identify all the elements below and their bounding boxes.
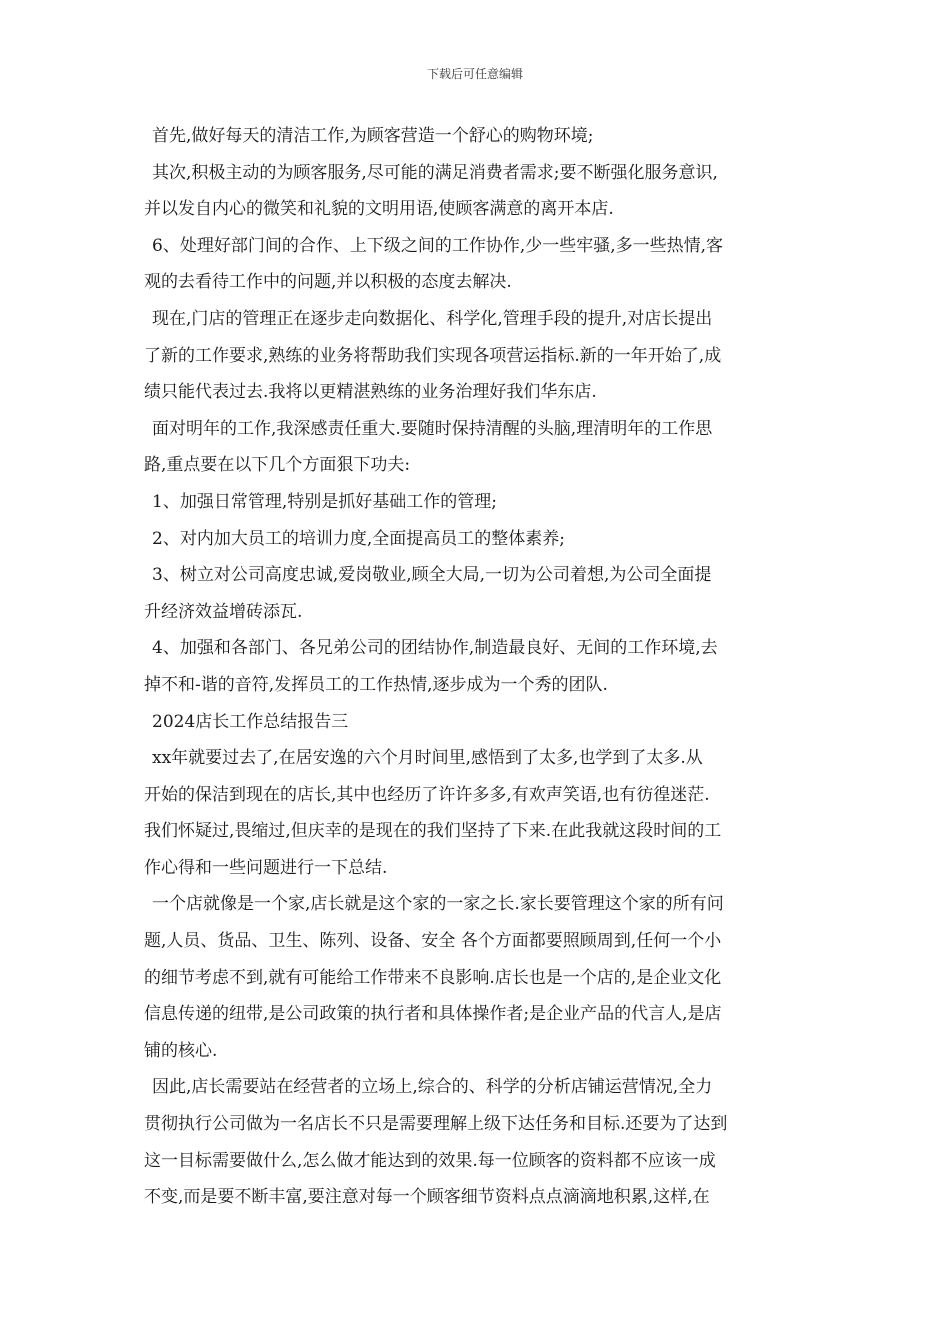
paragraph-line: 1、加强日常管理,特别是抓好基础工作的管理; <box>152 491 497 512</box>
paragraph-line: xx年就要过去了,在居安逸的六个月时间里,感悟到了太多,也学到了太多.从 <box>152 748 703 769</box>
paragraph <box>144 1069 808 1215</box>
page-header: 下载后可任意编辑 <box>426 67 523 81</box>
paragraph <box>144 484 808 521</box>
paragraph <box>144 557 808 630</box>
paragraph <box>144 630 808 703</box>
paragraph-line: 我们怀疑过,畏缩过,但庆幸的是现在的我们坚持了下来.在此我就这段时间的工 <box>144 821 722 842</box>
paragraph-line: 信息传递的纽带,是公司政策的执行者和具体操作者;是企业产品的代言人,是店 <box>144 1004 722 1025</box>
paragraph-line: 4、加强和各部门、各兄弟公司的团结协作,制造最良好、无间的工作环境,去 <box>152 638 718 659</box>
paragraph-line: 现在,门店的管理正在逐步走向数据化、科学化,管理手段的提升,对店长提出 <box>152 308 713 329</box>
paragraph-line: 路,重点要在以下几个方面狠下功夫: <box>144 455 411 476</box>
paragraph <box>144 740 808 886</box>
paragraph-line: 贯彻执行公司做为一名店长不只是需要理解上级下达任务和目标.还要为了达到 <box>144 1114 728 1135</box>
paragraph-line: 并以发自内心的微笑和礼貌的文明用语,使顾客满意的离开本店. <box>144 199 614 220</box>
paragraph-line: 这一目标需要做什么,怎么做才能达到的效果.每一位顾客的资料都不应该一成 <box>144 1150 716 1171</box>
document-body <box>144 118 808 1216</box>
paragraph-line: 的细节考虑不到,就有可能给工作带来不良影响.店长也是一个店的,是企业文化 <box>144 967 722 988</box>
paragraph-line: 升经济效益增砖添瓦. <box>144 601 303 622</box>
paragraph-line: 首先,做好每天的清洁工作,为顾客营造一个舒心的购物环境; <box>152 126 594 146</box>
paragraph-line: 2、对内加大员工的培训力度,全面提高员工的整体素养; <box>152 528 565 549</box>
paragraph <box>144 301 808 411</box>
paragraph <box>144 521 808 558</box>
paragraph <box>144 704 808 741</box>
paragraph-line: 面对明年的工作,我深感责任重大.要随时保持清醒的头脑,理清明年的工作思 <box>152 418 713 439</box>
paragraph-line: 掉不和-谐的音符,发挥员工的工作热情,逐步成为一个秀的团队. <box>144 674 608 695</box>
paragraph-line: 观的去看待工作中的问题,并以积极的态度去解决. <box>144 272 512 293</box>
paragraph-line: 题,人员、货品、卫生、陈列、设备、安全 各个方面都要照顾周到,任何一个小 <box>144 931 722 952</box>
paragraph-line: 了新的工作要求,熟练的业务将帮助我们实现各项营运指标.新的一年开始了,成 <box>144 345 722 366</box>
paragraph-line: 作心得和一些问题进行一下总结. <box>144 857 388 878</box>
paragraph <box>144 228 808 301</box>
paragraph-line: 3、树立对公司高度忠诚,爱岗敬业,顾全大局,一切为公司着想,为公司全面提 <box>152 565 712 586</box>
paragraph-line: 不变,而是要不断丰富,要注意对每一个顾客细节资料点点滴滴地积累,这样,在 <box>144 1187 710 1208</box>
paragraph-line: 一个店就像是一个家,店长就是这个家的一家之长.家长要管理这个家的所有问 <box>152 894 724 915</box>
paragraph-line: 绩只能代表过去.我将以更精湛熟练的业务治理好我们华东店. <box>144 382 597 403</box>
paragraph <box>144 155 808 228</box>
paragraph-line: 铺的核心. <box>144 1040 218 1061</box>
paragraph <box>144 886 808 1069</box>
paragraph <box>144 411 808 484</box>
paragraph-line: 6、处理好部门间的合作、上下级之间的工作协作,少一些牢骚,多一些热情,客 <box>152 235 724 256</box>
paragraph-line: 2024店长工作总结报告三 <box>152 711 349 732</box>
paragraph <box>144 118 808 155</box>
paragraph-line: 开始的保洁到现在的店长,其中也经历了许许多多,有欢声笑语,也有彷徨迷茫. <box>144 784 710 805</box>
paragraph-line: 因此,店长需要站在经营者的立场上,综合的、科学的分析店铺运营情况,全力 <box>152 1077 713 1098</box>
paragraph-line: 其次,积极主动的为顾客服务,尽可能的满足消费者需求;要不断强化服务意识, <box>152 162 718 183</box>
